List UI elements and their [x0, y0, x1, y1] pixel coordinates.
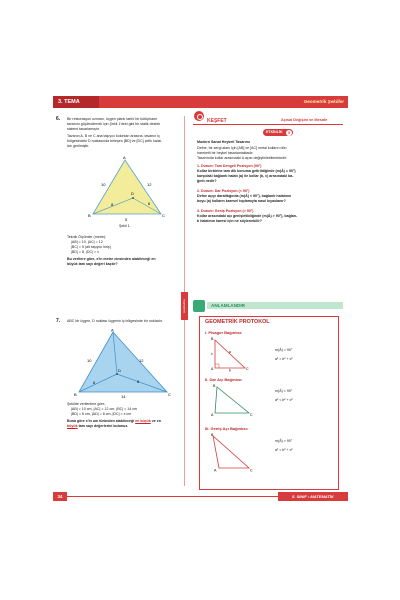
etkinlik-badge — [263, 129, 293, 136]
svg-text:A: A — [211, 413, 214, 417]
person-icon — [193, 300, 205, 312]
q7-question-part: ve en — [150, 419, 161, 423]
svg-text:C: C — [246, 367, 249, 371]
fig2-label-a: A — [111, 328, 114, 333]
activity-intro-line: hareketli bir heykel tasarlamaktadır. — [197, 151, 254, 155]
q7-question-emphasis: büyük — [67, 424, 78, 428]
etkinlik-label: ETKİNLİK — [266, 130, 283, 134]
q7-question — [67, 419, 183, 429]
q6-question-line: büyük tam sayı değeri kaçtır? — [67, 262, 118, 266]
svg-text:c: c — [211, 352, 213, 356]
svg-text:A: A — [214, 468, 217, 472]
q7-question-emphasis: en küçük — [135, 419, 151, 423]
protocol-2-angle: m(Â) < 90° — [275, 389, 293, 393]
right-triangle-figure — [211, 336, 251, 372]
fig2-len-ab: 10 — [87, 358, 92, 363]
footer-rule — [67, 496, 278, 497]
protocol-title: GEOMETRİK PROTOKOL — [205, 319, 270, 325]
protocol-1-angle: m(Â) = 90° — [275, 348, 293, 352]
case-1-title: 1. Durum: Tam Dengeli Pozisyon (90°) — [197, 164, 262, 168]
page-number: 34 — [53, 492, 67, 501]
svg-text:B: B — [211, 337, 214, 341]
anlamlandir-label: ANLAMLANDIR — [211, 303, 245, 308]
fig1-len-bd: 8 — [111, 202, 114, 207]
svg-text:C: C — [250, 413, 253, 417]
q6-data-line: |BD| = 8, |DC| = x — [71, 250, 99, 254]
activity-title: Modern Sanat Heykeli Tasarımı — [197, 140, 250, 144]
svg-text:C: C — [250, 468, 253, 472]
fig2-label-c: C — [168, 392, 171, 397]
question-6-intro — [67, 117, 182, 149]
protocol-3-eq: a² > b² + c² — [275, 448, 293, 452]
protocol-3-title: III. Geniş Açı Bağıntısı: — [205, 426, 249, 431]
q6-intro-line: Bir restorasyon uzmanı, üçgen planlı tarihî bir kütüphane — [67, 117, 158, 121]
protocol-1-title: I. Pisagor Bağıntısı: — [205, 330, 243, 335]
fig2-len-dc: 8 — [137, 379, 140, 384]
case-1-line: ğıntı nedir? — [197, 179, 217, 183]
case-2-line: boyu (a) kolların karesel toplamıyla nasıl kıyaslanır? — [197, 199, 286, 203]
case-3-line: tı halatının karesi için ne söylenebilir? — [197, 219, 262, 223]
protocol-2-eq: a² < b² + c² — [275, 398, 293, 402]
q6-data-block — [67, 235, 182, 267]
footer — [53, 492, 348, 501]
q7-question-part: tam sayı değerlerini bulunuz. — [77, 424, 129, 428]
page — [53, 96, 348, 502]
fig2-label-d: D — [118, 368, 121, 373]
q6-question-line: Bu verilere göre, x'in metre cinsinden alabileceği en — [67, 257, 156, 261]
side-tag: Hatırlatma — [181, 292, 188, 320]
protocol-3-angle: m(Â) > 90° — [275, 439, 293, 443]
fig1-label-d: D — [131, 191, 134, 196]
case-3-line: Kollar arasındaki açı genişletildiğinde (m(Â) > 90°), bağlan- — [197, 214, 298, 218]
fig1-label-a: A — [123, 156, 126, 160]
svg-text:a: a — [229, 350, 231, 354]
q6-intro-line: Tavanın A, B ve C ana taşıyıcı kolonları arasına, tavanın iç — [67, 134, 160, 138]
fig1-len-bc: 5 — [125, 217, 128, 222]
fig1-len-ac: 12 — [147, 182, 152, 187]
case-1-line: karşıdaki bağlantı halatı (a) ile kollar (b, c) arasındaki ba- — [197, 174, 294, 178]
q6-data-title: Teknik Ölçümler (metre): — [67, 235, 107, 239]
fig2-len-bc: 14 — [121, 394, 126, 399]
protocol-1-eq: a² = b² + c² — [275, 357, 293, 361]
anlamlandir-bar — [207, 302, 343, 309]
question-7-intro: ABC bir üçgen, D noktası üçgenin iç bölgesinde bir noktadır. — [67, 319, 163, 323]
q6-data-line: |AB| = 10, |AC| = 12 — [71, 240, 103, 244]
header-bar — [53, 96, 348, 108]
case-2-title: 2. Durum: Dar Pozisyon (< 90°) — [197, 189, 250, 193]
svg-text:B: B — [213, 384, 216, 388]
kesfet-label: KEŞFET — [207, 118, 227, 124]
protocol-2-title: II. Dar Açı Bağıntısı: — [205, 377, 243, 382]
svg-text:b: b — [229, 368, 231, 372]
q7-given-line: |AB| = 10 cm, |AC| = 12 cm, |BC| = 14 cm — [71, 407, 138, 411]
svg-text:B: B — [211, 433, 214, 437]
activity-intro-line: Defne, bir sergi alanı için [AB] ve [AC] metal kolların dön — [197, 146, 287, 150]
acute-triangle-figure — [211, 383, 255, 417]
topic-label: Geometrik Şekiller — [303, 99, 344, 104]
figure-1-triangle — [87, 156, 167, 226]
figure-2-triangle — [73, 328, 173, 400]
q6-data-line: |BC| = 5 (alt taşıyıcı kiriş) — [71, 245, 111, 249]
case-3-title: 3. Durum: Geniş Pozisyon (> 90°) — [197, 209, 254, 213]
q7-given-block — [67, 402, 183, 429]
kesfet-subtitle: Açısal Değişim ve Mesafe — [281, 118, 328, 122]
fig1-label-c: C — [162, 213, 165, 218]
case-2-line: Defne açıyı daralttığında (m(Â) < 90°), bağlantı halatının — [197, 194, 292, 198]
fig2-len-bd: 6 — [93, 380, 96, 385]
obtuse-triangle-figure — [211, 432, 255, 472]
q6-intro-line: tavanını güçlendirmek için Şekil 1'deki gibi bir statik destek — [67, 122, 161, 126]
question-6-number: 6. — [56, 116, 61, 122]
q7-given-line: |BD| = 6 cm, |AD| = 8 cm, |DC| = x cm — [71, 412, 132, 416]
fig2-len-ac: 12 — [139, 358, 144, 363]
fig2-label-b: B — [74, 392, 77, 397]
magnifier-icon — [193, 110, 205, 122]
fig1-label-b: B — [88, 213, 91, 218]
q7-given-title: Şekilde verilenlere göre, — [67, 402, 106, 406]
fig1-len-dc: 6 — [148, 201, 151, 206]
q6-intro-line: ları gerilmiştir. — [67, 144, 90, 148]
fig1-len-ab: 10 — [101, 182, 106, 187]
grade-label: 8. SINIF • MATEMATİK — [278, 492, 348, 501]
activity-body — [197, 140, 345, 224]
figure-1-caption: Şekil 1 — [119, 224, 130, 228]
q6-intro-line: bölgesindeki D noktasında birleşen [BD] ve [DC] çelik halat- — [67, 139, 162, 143]
etkinlik-number: 5 — [288, 130, 290, 135]
anlamlandir-banner — [193, 300, 343, 310]
svg-text:A: A — [211, 367, 214, 371]
case-1-line: Kollar birbirine tam dik konuma getirildiğinde (m(Â) = 90°) — [197, 169, 296, 173]
activity-intro-line: Tasarımda kollar arasındaki A açısı değiştirilebilmektedir: — [197, 156, 288, 160]
q7-question-part: Buna göre x'in om türünden alabileceği — [67, 419, 136, 423]
q6-intro-line: sistemi tasarlamıştır. — [67, 127, 100, 131]
question-7-number: 7. — [56, 318, 61, 324]
theme-label: 3. TEMA — [53, 96, 99, 108]
